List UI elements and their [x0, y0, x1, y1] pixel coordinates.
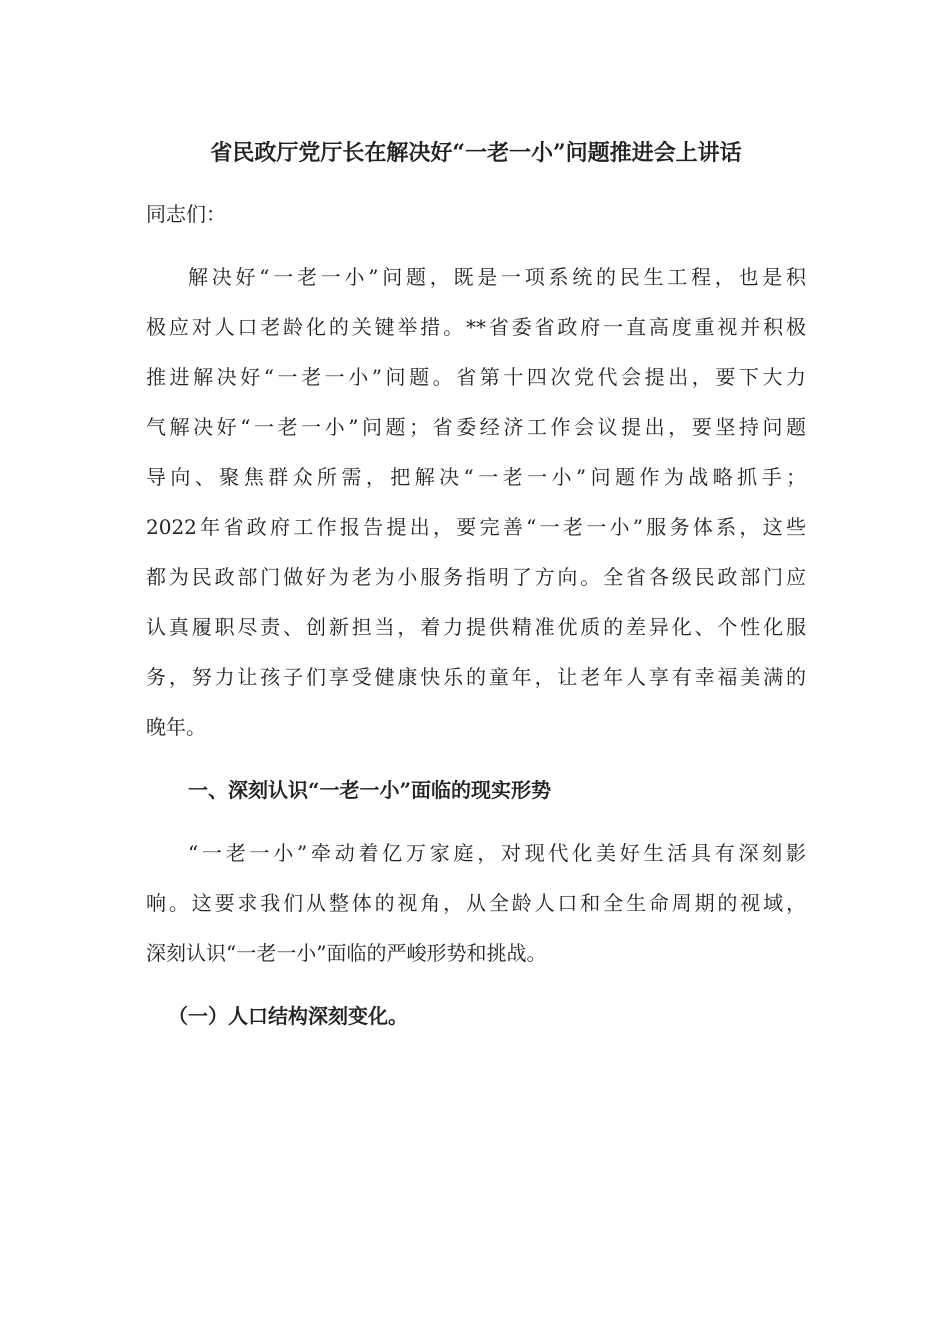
document-title: 省民政厅党厅长在解决好“一老一小”问题推进会上讲话 — [210, 140, 742, 166]
section-heading-1: 一、深刻认识“一老一小”面临的现实形势 — [188, 778, 552, 802]
paragraph-line: 2022年省政府工作报告提出，要完善“一老一小”服务体系，这些 — [146, 515, 806, 539]
salutation: 同志们： — [146, 202, 226, 226]
paragraph-line: 都为民政部门做好为老为小服务指明了方向。全省各级民政部门应 — [146, 565, 806, 589]
paragraph-line: 推进解决好“一老一小”问题。省第十四次党代会提出，要下大力 — [146, 365, 806, 389]
paragraph-line: 极应对人口老龄化的关键举措。**省委省政府一直高度重视并积极 — [146, 315, 806, 339]
paragraph-line: 晚年。 — [146, 715, 206, 739]
paragraph-2 — [146, 828, 806, 978]
paragraph-line: “一老一小”牵动着亿万家庭，对现代化美好生活具有深刻影 — [188, 841, 806, 865]
paragraph-line: 导向、聚焦群众所需，把解决“一老一小”问题作为战略抓手； — [146, 465, 806, 489]
paragraph-1 — [146, 252, 806, 752]
paragraph-line: 气解决好“一老一小”问题；省委经济工作会议提出，要坚持问题 — [146, 415, 806, 439]
paragraph-line: 务，努力让孩子们享受健康快乐的童年，让老年人享有幸福美满的 — [146, 665, 806, 689]
document-page — [146, 128, 806, 1041]
paragraph-line: 深刻认识“一老一小”面临的严峻形势和挑战。 — [146, 941, 547, 965]
paragraph-line: 认真履职尽责、创新担当，着力提供精准优质的差异化、个性化服 — [146, 615, 806, 639]
paragraph-line: 响。这要求我们从整体的视角，从全龄人口和全生命周期的视域， — [146, 891, 806, 915]
paragraph-line: 解决好“一老一小”问题，既是一项系统的民生工程，也是积 — [188, 265, 806, 289]
subsection-heading-1: （一）人口结构深刻变化。 — [168, 1004, 408, 1028]
